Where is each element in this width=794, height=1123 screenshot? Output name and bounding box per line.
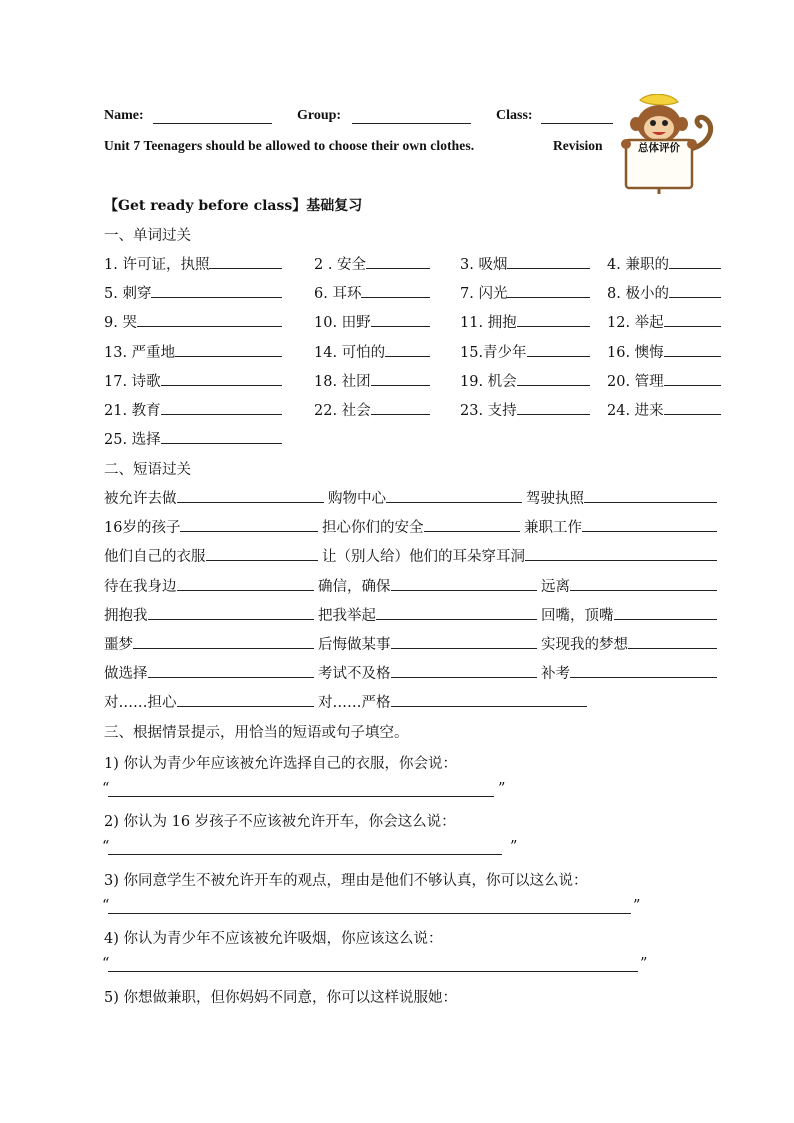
phrase-prompt: 回嘴，顶嘴 bbox=[541, 607, 614, 624]
phrase-item bbox=[104, 516, 318, 537]
vocab-item bbox=[104, 253, 282, 274]
phrase-answer-blank[interactable] bbox=[525, 545, 717, 561]
vocab-prompt: 15.青少年 bbox=[460, 344, 527, 361]
phrase-item bbox=[526, 487, 717, 508]
vocab-row bbox=[104, 370, 724, 392]
vocab-answer-blank[interactable] bbox=[385, 341, 430, 357]
vocab-item bbox=[460, 370, 590, 391]
phrase-answer-blank[interactable] bbox=[582, 516, 717, 532]
vocab-answer-blank[interactable] bbox=[507, 253, 590, 269]
phrase-prompt: 对……担心 bbox=[104, 695, 177, 712]
close-quote: ” bbox=[633, 898, 641, 914]
phrase-item bbox=[541, 662, 717, 683]
vocab-item bbox=[104, 370, 282, 391]
phrase-prompt: 兼职工作 bbox=[524, 520, 582, 537]
vocab-answer-blank[interactable] bbox=[361, 282, 430, 298]
vocab-item bbox=[460, 253, 590, 274]
vocab-row bbox=[104, 253, 724, 275]
phrase-prompt: 后悔做某事 bbox=[318, 637, 391, 653]
vocab-answer-blank[interactable] bbox=[664, 399, 721, 415]
vocab-item bbox=[607, 282, 721, 303]
vocab-item bbox=[460, 311, 590, 332]
vocab-prompt: 21. 教育 bbox=[104, 403, 161, 419]
phrase-answer-blank[interactable] bbox=[206, 545, 318, 561]
section3-title: 三、根据情景提示，用恰当的短语或句子填空。 bbox=[104, 725, 409, 741]
vocab-answer-blank[interactable] bbox=[371, 399, 430, 415]
vocab-item bbox=[607, 399, 721, 420]
phrase-item bbox=[104, 633, 314, 654]
phrase-item bbox=[104, 545, 318, 566]
phrase-prompt: 拥抱我 bbox=[104, 607, 148, 624]
phrase-row bbox=[104, 691, 724, 713]
vocab-row bbox=[104, 428, 724, 450]
phrase-item bbox=[104, 575, 314, 596]
vocab-answer-blank[interactable] bbox=[137, 311, 282, 327]
close-quote: ” bbox=[498, 781, 506, 797]
vocab-answer-blank[interactable] bbox=[664, 311, 721, 327]
vocab-item bbox=[314, 370, 430, 391]
vocab-item bbox=[607, 370, 721, 391]
phrase-item bbox=[524, 516, 717, 537]
phrase-row bbox=[104, 575, 724, 597]
phrase-item bbox=[104, 662, 314, 683]
vocab-item bbox=[314, 399, 430, 420]
situation-prompt: 1) 你认为青少年应该被允许选择自己的衣服，你会说： bbox=[104, 756, 457, 772]
vocab-prompt: 1. 许可证，执照 bbox=[104, 257, 210, 273]
phrase-answer-blank[interactable] bbox=[376, 604, 537, 620]
phrase-answer-blank[interactable] bbox=[628, 633, 717, 649]
situation-prompt: 3) 你同意学生不被允许开车的观点，理由是他们不够认真，你可以这么说： bbox=[104, 873, 588, 889]
vocab-prompt: 8. 极小的 bbox=[607, 286, 669, 303]
vocab-answer-blank[interactable] bbox=[527, 341, 590, 357]
phrase-prompt: 担心你们的安全 bbox=[322, 520, 424, 537]
phrase-answer-blank[interactable] bbox=[148, 662, 314, 678]
vocab-item bbox=[104, 428, 282, 449]
phrase-prompt: 驾驶执照 bbox=[526, 491, 584, 507]
vocab-prompt: 23. 支持 bbox=[460, 403, 517, 419]
get-ready-heading: 【Get ready before class】基础复习 bbox=[104, 198, 363, 214]
vocab-prompt: 5. 刺穿 bbox=[104, 286, 152, 303]
phrase-answer-blank[interactable] bbox=[177, 691, 314, 707]
open-quote: “ bbox=[102, 956, 110, 972]
vocab-prompt: 9. 哭 bbox=[104, 315, 137, 332]
phrase-prompt: 噩梦 bbox=[104, 637, 133, 653]
phrase-item bbox=[318, 575, 537, 596]
phrase-answer-blank[interactable] bbox=[614, 604, 717, 620]
vocab-answer-blank[interactable] bbox=[175, 341, 282, 357]
phrase-answer-blank[interactable] bbox=[570, 662, 717, 678]
vocab-item bbox=[460, 341, 590, 362]
phrase-item bbox=[318, 633, 537, 654]
vocab-item bbox=[314, 341, 430, 362]
vocab-item bbox=[104, 282, 282, 303]
phrase-answer-blank[interactable] bbox=[391, 662, 537, 678]
phrase-answer-blank[interactable] bbox=[148, 604, 314, 620]
phrase-prompt: 他们自己的衣服 bbox=[104, 549, 206, 566]
vocab-prompt: 2 . 安全 bbox=[314, 257, 367, 273]
vocab-prompt: 22. 社会 bbox=[314, 403, 371, 419]
vocab-prompt: 18. 社团 bbox=[314, 373, 371, 390]
vocab-prompt: 10. 田野 bbox=[314, 315, 371, 332]
phrase-prompt: 把我举起 bbox=[318, 607, 376, 624]
vocab-item bbox=[314, 311, 430, 332]
open-quote: “ bbox=[102, 839, 110, 855]
vocab-prompt: 7. 闪光 bbox=[460, 286, 508, 303]
phrase-prompt: 实现我的梦想 bbox=[541, 637, 628, 653]
phrase-prompt: 购物中心 bbox=[328, 491, 386, 507]
vocab-row bbox=[104, 311, 724, 333]
phrase-answer-blank[interactable] bbox=[424, 516, 520, 532]
open-quote: “ bbox=[102, 781, 110, 797]
name-label: Name: bbox=[104, 108, 144, 123]
phrase-prompt: 16岁的孩子 bbox=[104, 520, 181, 537]
vocab-answer-blank[interactable] bbox=[669, 282, 721, 298]
vocab-prompt: 17. 诗歌 bbox=[104, 373, 161, 390]
phrase-prompt: 做选择 bbox=[104, 666, 148, 683]
vocab-prompt: 24. 进来 bbox=[607, 403, 664, 419]
vocab-answer-blank[interactable] bbox=[371, 370, 430, 386]
vocab-item bbox=[607, 341, 721, 362]
close-quote: ” bbox=[510, 839, 518, 855]
vocab-item bbox=[104, 311, 282, 332]
answer-line[interactable] bbox=[108, 912, 631, 914]
vocab-row bbox=[104, 282, 724, 304]
vocab-answer-blank[interactable] bbox=[161, 399, 282, 415]
open-quote: “ bbox=[102, 898, 110, 914]
phrase-prompt: 待在我身边 bbox=[104, 578, 177, 595]
group-field[interactable] bbox=[352, 123, 471, 124]
vocab-answer-blank[interactable] bbox=[371, 311, 430, 327]
close-quote: ” bbox=[640, 956, 648, 972]
phrase-answer-blank[interactable] bbox=[177, 575, 314, 591]
phrase-prompt: 远离 bbox=[541, 578, 570, 595]
phrase-item bbox=[104, 487, 324, 508]
phrase-row bbox=[104, 545, 724, 567]
phrase-answer-blank[interactable] bbox=[133, 633, 314, 649]
phrase-prompt: 补考 bbox=[541, 666, 570, 683]
vocab-answer-blank[interactable] bbox=[507, 282, 590, 298]
badge-text: 总体评价 bbox=[638, 142, 680, 154]
phrase-item bbox=[541, 604, 717, 625]
phrase-item bbox=[104, 691, 314, 712]
vocab-answer-blank[interactable] bbox=[209, 253, 282, 269]
vocab-item bbox=[460, 399, 590, 420]
vocab-answer-blank[interactable] bbox=[161, 428, 282, 444]
situation-prompt: 2) 你认为 16 岁孩子不应该被允许开车，你会这么说： bbox=[104, 814, 456, 830]
vocab-answer-blank[interactable] bbox=[366, 253, 430, 269]
answer-line[interactable] bbox=[108, 795, 494, 797]
vocab-prompt: 6. 耳环 bbox=[314, 286, 362, 303]
vocab-prompt: 4. 兼职的 bbox=[607, 257, 669, 273]
vocab-item bbox=[460, 282, 590, 303]
phrase-answer-blank[interactable] bbox=[570, 575, 717, 591]
phrase-item bbox=[318, 691, 587, 712]
phrase-row bbox=[104, 633, 724, 655]
vocab-item bbox=[314, 282, 430, 303]
vocab-prompt: 25. 选择 bbox=[104, 432, 161, 449]
vocab-prompt: 19. 机会 bbox=[460, 373, 517, 390]
vocab-row bbox=[104, 341, 724, 363]
vocab-prompt: 12. 举起 bbox=[607, 315, 664, 332]
vocab-prompt: 3. 吸烟 bbox=[460, 257, 508, 273]
phrase-answer-blank[interactable] bbox=[391, 575, 537, 591]
answer-line[interactable] bbox=[108, 970, 638, 972]
phrase-answer-blank[interactable] bbox=[386, 487, 522, 503]
phrase-prompt: 对……严格 bbox=[318, 695, 391, 712]
section2-title: 二、短语过关 bbox=[104, 462, 191, 478]
vocab-answer-blank[interactable] bbox=[517, 311, 590, 327]
phrase-answer-blank[interactable] bbox=[584, 487, 717, 503]
phrase-answer-blank[interactable] bbox=[177, 487, 324, 503]
vocab-prompt: 11. 拥抱 bbox=[460, 315, 517, 332]
unit-title: Unit 7 Teenagers should be allowed to choose their own clothes. bbox=[104, 138, 475, 153]
phrase-answer-blank[interactable] bbox=[391, 691, 587, 707]
vocab-item bbox=[607, 311, 721, 332]
phrase-item bbox=[104, 604, 314, 625]
class-label: Class: bbox=[496, 108, 533, 123]
situation-prompt: 5) 你想做兼职，但你妈妈不同意，你可以这样说服她： bbox=[104, 990, 457, 1006]
banana-icon bbox=[640, 94, 678, 105]
answer-line[interactable] bbox=[108, 853, 502, 855]
vocab-answer-blank[interactable] bbox=[669, 253, 721, 269]
phrase-prompt: 确信，确保 bbox=[318, 578, 391, 595]
situation-prompt: 4) 你认为青少年不应该被允许吸烟，你应该这么说： bbox=[104, 931, 443, 947]
name-field[interactable] bbox=[153, 123, 272, 124]
vocab-prompt: 13. 严重地 bbox=[104, 344, 176, 361]
phrase-item bbox=[318, 662, 537, 683]
vocab-prompt: 14. 可怕的 bbox=[314, 344, 386, 361]
phrase-item bbox=[541, 575, 717, 596]
revision-label: Revision bbox=[553, 138, 603, 153]
phrase-answer-blank[interactable] bbox=[180, 516, 318, 532]
vocab-answer-blank[interactable] bbox=[664, 370, 721, 386]
phrase-item bbox=[541, 633, 717, 654]
phrase-prompt: 让（别人给）他们的耳朵穿耳洞 bbox=[322, 549, 525, 566]
vocab-item bbox=[104, 341, 282, 362]
section1-title: 一、单词过关 bbox=[104, 228, 191, 244]
vocab-row bbox=[104, 399, 724, 421]
group-label: Group: bbox=[297, 108, 342, 123]
phrase-row bbox=[104, 516, 724, 538]
phrase-prompt: 被允许去做 bbox=[104, 491, 177, 507]
vocab-item bbox=[104, 399, 282, 420]
vocab-prompt: 16. 懊悔 bbox=[607, 344, 664, 361]
vocab-answer-blank[interactable] bbox=[151, 282, 282, 298]
vocab-answer-blank[interactable] bbox=[517, 399, 590, 415]
vocab-item bbox=[314, 253, 430, 274]
phrase-item bbox=[322, 545, 717, 566]
phrase-row bbox=[104, 487, 724, 509]
phrase-prompt: 考试不及格 bbox=[318, 666, 391, 683]
phrase-answer-blank[interactable] bbox=[391, 633, 537, 649]
vocab-answer-blank[interactable] bbox=[161, 370, 282, 386]
vocab-prompt: 20. 管理 bbox=[607, 373, 664, 390]
class-field[interactable] bbox=[541, 123, 613, 124]
vocab-answer-blank[interactable] bbox=[517, 370, 590, 386]
phrase-item bbox=[328, 487, 522, 508]
phrase-row bbox=[104, 604, 724, 626]
phrase-item bbox=[322, 516, 520, 537]
phrase-row bbox=[104, 662, 724, 684]
vocab-answer-blank[interactable] bbox=[664, 341, 721, 357]
phrase-item bbox=[318, 604, 537, 625]
vocab-item bbox=[607, 253, 721, 274]
